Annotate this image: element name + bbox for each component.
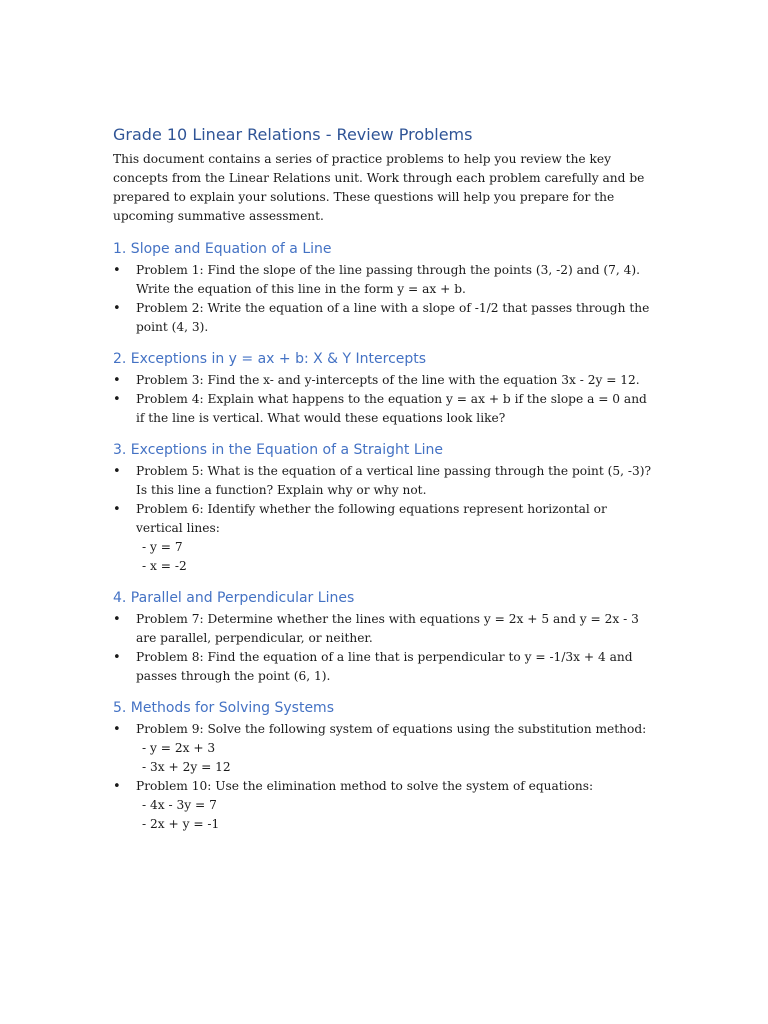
bullet-icon: • bbox=[113, 464, 121, 479]
problem-list bbox=[113, 261, 653, 337]
problem-list bbox=[113, 720, 653, 834]
problem-list bbox=[113, 462, 653, 576]
equation-line: - 4x - 3y = 7 bbox=[142, 798, 217, 812]
section-heading: 4. Parallel and Perpendicular Lines bbox=[113, 590, 355, 606]
section-heading: 1. Slope and Equation of a Line bbox=[113, 241, 332, 257]
problem-item bbox=[113, 777, 653, 834]
section-1 bbox=[113, 239, 653, 337]
problem-item bbox=[113, 610, 653, 648]
bullet-icon: • bbox=[113, 301, 121, 316]
bullet-icon: • bbox=[113, 373, 121, 388]
bullet-icon: • bbox=[113, 502, 121, 517]
bullet-icon: • bbox=[113, 392, 121, 407]
problem-text: Problem 10: Use the elimination method to solve the system of equations: bbox=[136, 779, 594, 793]
intro-paragraph: This document contains a series of practice problems to help you review the key concepts from the Linear Relations unit. Work through each problem carefully and be prepared to explain your solutions. These questions will help you prepare for the upcoming summative assessment. bbox=[113, 152, 645, 223]
problem-item bbox=[113, 720, 653, 777]
equation-line: - y = 7 bbox=[142, 540, 183, 554]
equation-line: - y = 2x + 3 bbox=[142, 741, 216, 755]
document-title: Grade 10 Linear Relations - Review Problems bbox=[113, 125, 473, 144]
problem-text: Problem 2: Write the equation of a line with a slope of -1/2 that passes through the point (4, 3). bbox=[136, 301, 650, 334]
section-2 bbox=[113, 349, 653, 428]
bullet-icon: • bbox=[113, 612, 121, 627]
problem-list bbox=[113, 371, 653, 428]
problem-text: Problem 1: Find the slope of the line passing through the points (3, -2) and (7, 4). Write the equation of this line in the form y = ax + b. bbox=[136, 263, 641, 296]
section-3 bbox=[113, 440, 653, 576]
document-page bbox=[113, 124, 653, 834]
bullet-icon: • bbox=[113, 779, 121, 794]
problem-text: Problem 4: Explain what happens to the equation y = ax + b if the slope a = 0 and if the line is vertical. What would these equations look like? bbox=[136, 392, 647, 425]
problem-text: Problem 8: Find the equation of a line that is perpendicular to y = -1/3x + 4 and passes through the point (6, 1). bbox=[136, 650, 633, 683]
bullet-icon: • bbox=[113, 722, 121, 737]
equation-line: - 2x + y = -1 bbox=[142, 817, 220, 831]
problem-item bbox=[113, 500, 653, 576]
problem-item bbox=[113, 261, 653, 299]
problem-text: Problem 3: Find the x- and y-intercepts of the line with the equation 3x - 2y = 12. bbox=[136, 373, 640, 387]
problem-text: Problem 9: Solve the following system of equations using the substitution method: bbox=[136, 722, 647, 736]
bullet-icon: • bbox=[113, 263, 121, 278]
section-4 bbox=[113, 588, 653, 686]
equation-line: - 3x + 2y = 12 bbox=[142, 760, 231, 774]
problem-text: Problem 5: What is the equation of a vertical line passing through the point (5, -3)? Is this line a function? Explain why or why not. bbox=[136, 464, 652, 497]
problem-text: Problem 6: Identify whether the following equations represent horizontal or vertical lines: bbox=[136, 502, 607, 535]
problem-item bbox=[113, 648, 653, 686]
section-heading: 2. Exceptions in y = ax + b: X & Y Intercepts bbox=[113, 351, 427, 367]
equation-line: - x = -2 bbox=[142, 559, 187, 573]
problem-item bbox=[113, 299, 653, 337]
section-5 bbox=[113, 698, 653, 834]
problem-item bbox=[113, 390, 653, 428]
problem-item bbox=[113, 371, 653, 390]
problem-list bbox=[113, 610, 653, 686]
problem-text: Problem 7: Determine whether the lines with equations y = 2x + 5 and y = 2x - 3 are parallel, perpendicular, or neither. bbox=[136, 612, 639, 645]
bullet-icon: • bbox=[113, 650, 121, 665]
section-heading: 5. Methods for Solving Systems bbox=[113, 700, 334, 716]
problem-item bbox=[113, 462, 653, 500]
section-heading: 3. Exceptions in the Equation of a Straight Line bbox=[113, 442, 443, 458]
